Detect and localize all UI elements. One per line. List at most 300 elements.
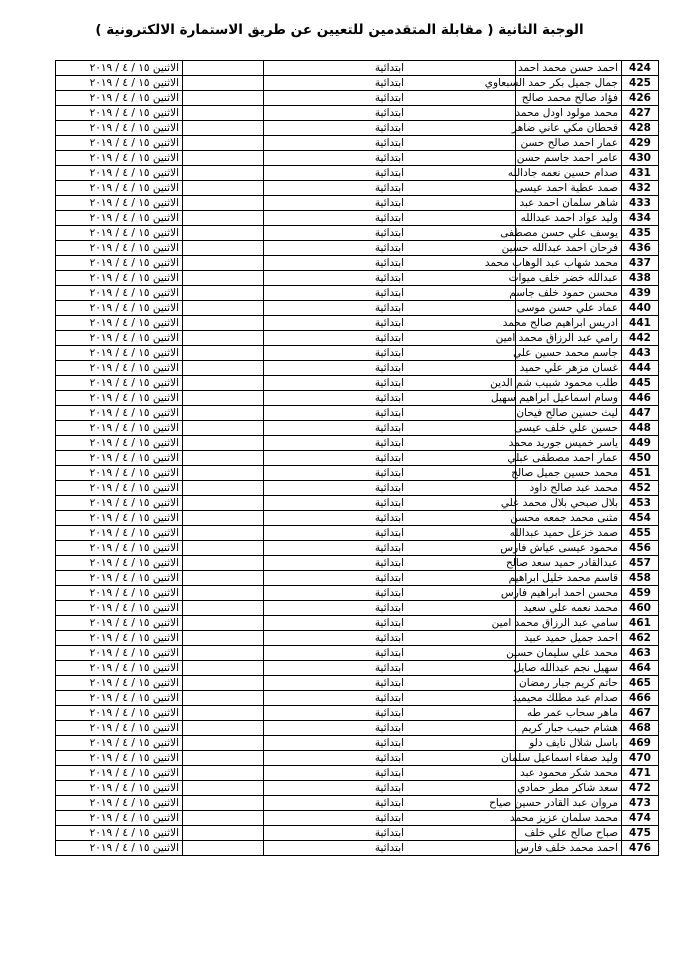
education-level-cell: ابتدائية (264, 451, 516, 466)
table-row (56, 406, 659, 421)
blank-cell (183, 241, 264, 256)
blank-cell (183, 391, 264, 406)
applicant-name-cell: عمار احمد مصطفى عبلي (516, 451, 622, 466)
education-level-cell: ابتدائية (264, 181, 516, 196)
table-row (56, 91, 659, 106)
blank-cell (183, 226, 264, 241)
interview-date-cell: الاثنين ١٥ / ٤ / ٢٠١٩ (56, 121, 183, 136)
interview-date-cell: الاثنين ١٥ / ٤ / ٢٠١٩ (56, 631, 183, 646)
table-row (56, 286, 659, 301)
education-level-cell: ابتدائية (264, 121, 516, 136)
education-level-cell: ابتدائية (264, 91, 516, 106)
applicant-name-cell: محمد شهاب عبد الوهاب محمد (516, 256, 622, 271)
blank-cell (183, 421, 264, 436)
blank-cell (183, 661, 264, 676)
serial-number-cell: 430 (622, 151, 659, 166)
serial-number-cell: 473 (622, 796, 659, 811)
table-row (56, 241, 659, 256)
interview-date-cell: الاثنين ١٥ / ٤ / ٢٠١٩ (56, 481, 183, 496)
blank-cell (183, 766, 264, 781)
applicant-name-cell: صباح صالح علي خلف (516, 826, 622, 841)
serial-number-cell: 443 (622, 346, 659, 361)
applicants-table-body (56, 61, 659, 856)
interview-date-cell: الاثنين ١٥ / ٤ / ٢٠١٩ (56, 706, 183, 721)
interview-date-cell: الاثنين ١٥ / ٤ / ٢٠١٩ (56, 436, 183, 451)
blank-cell (183, 451, 264, 466)
interview-date-cell: الاثنين ١٥ / ٤ / ٢٠١٩ (56, 541, 183, 556)
applicant-name-cell: غسان مزهر علي حميد (516, 361, 622, 376)
table-row (56, 541, 659, 556)
applicant-name-cell: عبدالقادر حميد سعد صالح (516, 556, 622, 571)
applicant-name-cell: طلب محمود شبيب شم الدين (516, 376, 622, 391)
serial-number-cell: 425 (622, 76, 659, 91)
education-level-cell: ابتدائية (264, 391, 516, 406)
blank-cell (183, 616, 264, 631)
blank-cell (183, 151, 264, 166)
table-row (56, 616, 659, 631)
education-level-cell: ابتدائية (264, 826, 516, 841)
blank-cell (183, 526, 264, 541)
blank-cell (183, 601, 264, 616)
education-level-cell: ابتدائية (264, 76, 516, 91)
education-level-cell: ابتدائية (264, 286, 516, 301)
table-row (56, 346, 659, 361)
serial-number-cell: 440 (622, 301, 659, 316)
education-level-cell: ابتدائية (264, 226, 516, 241)
serial-number-cell: 441 (622, 316, 659, 331)
education-level-cell: ابتدائية (264, 466, 516, 481)
interview-date-cell: الاثنين ١٥ / ٤ / ٢٠١٩ (56, 451, 183, 466)
interview-date-cell: الاثنين ١٥ / ٤ / ٢٠١٩ (56, 556, 183, 571)
interview-date-cell: الاثنين ١٥ / ٤ / ٢٠١٩ (56, 586, 183, 601)
education-level-cell: ابتدائية (264, 721, 516, 736)
table-row (56, 496, 659, 511)
interview-date-cell: الاثنين ١٥ / ٤ / ٢٠١٩ (56, 181, 183, 196)
blank-cell (183, 301, 264, 316)
education-level-cell: ابتدائية (264, 661, 516, 676)
blank-cell (183, 781, 264, 796)
table-row (56, 61, 659, 76)
applicant-name-cell: صدام حسين نعمه جادالله (516, 166, 622, 181)
applicant-name-cell: حاتم كريم جبار رمضان (516, 676, 622, 691)
education-level-cell: ابتدائية (264, 571, 516, 586)
applicant-name-cell: صمد عطية احمد عيسى (516, 181, 622, 196)
applicant-name-cell: ماهر سحاب عمر طه (516, 706, 622, 721)
interview-date-cell: الاثنين ١٥ / ٤ / ٢٠١٩ (56, 766, 183, 781)
serial-number-cell: 474 (622, 811, 659, 826)
blank-cell (183, 706, 264, 721)
serial-number-cell: 469 (622, 736, 659, 751)
education-level-cell: ابتدائية (264, 511, 516, 526)
table-row (56, 676, 659, 691)
education-level-cell: ابتدائية (264, 541, 516, 556)
blank-cell (183, 286, 264, 301)
table-row (56, 391, 659, 406)
blank-cell (183, 361, 264, 376)
table-row (56, 706, 659, 721)
table-row (56, 76, 659, 91)
blank-cell (183, 541, 264, 556)
interview-date-cell: الاثنين ١٥ / ٤ / ٢٠١٩ (56, 286, 183, 301)
table-row (56, 811, 659, 826)
applicant-name-cell: باسل شلال نايف دلو (516, 736, 622, 751)
education-level-cell: ابتدائية (264, 646, 516, 661)
applicant-name-cell: سعد شاكر مطر حمادي (516, 781, 622, 796)
education-level-cell: ابتدائية (264, 346, 516, 361)
blank-cell (183, 691, 264, 706)
education-level-cell: ابتدائية (264, 241, 516, 256)
table-row (56, 301, 659, 316)
blank-cell (183, 721, 264, 736)
table-row (56, 841, 659, 856)
education-level-cell: ابتدائية (264, 271, 516, 286)
blank-cell (183, 511, 264, 526)
education-level-cell: ابتدائية (264, 406, 516, 421)
serial-number-cell: 459 (622, 586, 659, 601)
serial-number-cell: 463 (622, 646, 659, 661)
serial-number-cell: 451 (622, 466, 659, 481)
table-row (56, 526, 659, 541)
applicant-name-cell: يوسف علي حسن مصطفى (516, 226, 622, 241)
interview-date-cell: الاثنين ١٥ / ٤ / ٢٠١٩ (56, 676, 183, 691)
interview-date-cell: الاثنين ١٥ / ٤ / ٢٠١٩ (56, 661, 183, 676)
applicant-name-cell: محمد حسين جميل صالح (516, 466, 622, 481)
serial-number-cell: 428 (622, 121, 659, 136)
applicant-name-cell: عامر احمد جاسم حسن (516, 151, 622, 166)
table-row (56, 451, 659, 466)
applicant-name-cell: سامي عبد الرزاق محمد امين (516, 616, 622, 631)
interview-date-cell: الاثنين ١٥ / ٤ / ٢٠١٩ (56, 841, 183, 856)
education-level-cell: ابتدائية (264, 481, 516, 496)
education-level-cell: ابتدائية (264, 631, 516, 646)
serial-number-cell: 464 (622, 661, 659, 676)
table-row (56, 106, 659, 121)
applicant-name-cell: بلال صبحي بلال محمد علي (516, 496, 622, 511)
serial-number-cell: 472 (622, 781, 659, 796)
education-level-cell: ابتدائية (264, 676, 516, 691)
serial-number-cell: 448 (622, 421, 659, 436)
blank-cell (183, 736, 264, 751)
table-row (56, 226, 659, 241)
interview-date-cell: الاثنين ١٥ / ٤ / ٢٠١٩ (56, 106, 183, 121)
serial-number-cell: 460 (622, 601, 659, 616)
interview-date-cell: الاثنين ١٥ / ٤ / ٢٠١٩ (56, 796, 183, 811)
table-row (56, 361, 659, 376)
table-row (56, 781, 659, 796)
applicant-name-cell: مثنى محمد جمعه محسن (516, 511, 622, 526)
table-row (56, 826, 659, 841)
serial-number-cell: 452 (622, 481, 659, 496)
blank-cell (183, 91, 264, 106)
blank-cell (183, 121, 264, 136)
serial-number-cell: 454 (622, 511, 659, 526)
serial-number-cell: 455 (622, 526, 659, 541)
applicant-name-cell: عبدالله خضر خلف ميوات (516, 271, 622, 286)
education-level-cell: ابتدائية (264, 256, 516, 271)
interview-date-cell: الاثنين ١٥ / ٤ / ٢٠١٩ (56, 61, 183, 76)
applicant-name-cell: فرحان احمد عبدالله حسين (516, 241, 622, 256)
applicant-name-cell: فؤاد صالح محمد صالح (516, 91, 622, 106)
blank-cell (183, 166, 264, 181)
serial-number-cell: 476 (622, 841, 659, 856)
applicant-name-cell: محسن احمد ابراهيم فارس (516, 586, 622, 601)
table-row (56, 166, 659, 181)
blank-cell (183, 181, 264, 196)
education-level-cell: ابتدائية (264, 796, 516, 811)
interview-date-cell: الاثنين ١٥ / ٤ / ٢٠١٩ (56, 331, 183, 346)
table-row (56, 331, 659, 346)
blank-cell (183, 496, 264, 511)
table-row (56, 556, 659, 571)
blank-cell (183, 556, 264, 571)
table-row (56, 316, 659, 331)
page-title: الوجبة الثانية ( مقابلة المتقدمين للتعيين عن طريق الاستمارة الالكترونية ) (95, 22, 584, 38)
applicant-name-cell: عماد علي حسن موسى (516, 301, 622, 316)
serial-number-cell: 424 (622, 61, 659, 76)
education-level-cell: ابتدائية (264, 211, 516, 226)
interview-date-cell: الاثنين ١٥ / ٤ / ٢٠١٩ (56, 496, 183, 511)
applicant-name-cell: شاهر سلمان احمد عبد (516, 196, 622, 211)
serial-number-cell: 429 (622, 136, 659, 151)
serial-number-cell: 439 (622, 286, 659, 301)
serial-number-cell: 456 (622, 541, 659, 556)
interview-date-cell: الاثنين ١٥ / ٤ / ٢٠١٩ (56, 646, 183, 661)
table-row (56, 121, 659, 136)
interview-date-cell: الاثنين ١٥ / ٤ / ٢٠١٩ (56, 391, 183, 406)
serial-number-cell: 461 (622, 616, 659, 631)
blank-cell (183, 751, 264, 766)
interview-date-cell: الاثنين ١٥ / ٤ / ٢٠١٩ (56, 421, 183, 436)
education-level-cell: ابتدائية (264, 316, 516, 331)
applicant-name-cell: وليد عواد احمد عبدالله (516, 211, 622, 226)
blank-cell (183, 826, 264, 841)
serial-number-cell: 434 (622, 211, 659, 226)
serial-number-cell: 468 (622, 721, 659, 736)
serial-number-cell: 450 (622, 451, 659, 466)
blank-cell (183, 841, 264, 856)
education-level-cell: ابتدائية (264, 556, 516, 571)
education-level-cell: ابتدائية (264, 616, 516, 631)
applicant-name-cell: محمد نعمه علي سعيد (516, 601, 622, 616)
interview-date-cell: الاثنين ١٥ / ٤ / ٢٠١٩ (56, 151, 183, 166)
table-row (56, 181, 659, 196)
blank-cell (183, 586, 264, 601)
serial-number-cell: 437 (622, 256, 659, 271)
applicant-name-cell: احمد جميل حميد عبيد (516, 631, 622, 646)
education-level-cell: ابتدائية (264, 61, 516, 76)
applicant-name-cell: قاسم محمد خليل ابراهيم (516, 571, 622, 586)
serial-number-cell: 449 (622, 436, 659, 451)
serial-number-cell: 438 (622, 271, 659, 286)
table-row (56, 196, 659, 211)
blank-cell (183, 211, 264, 226)
applicant-name-cell: ليث حسين صالح فيحان (516, 406, 622, 421)
serial-number-cell: 445 (622, 376, 659, 391)
education-level-cell: ابتدائية (264, 526, 516, 541)
applicant-name-cell: قحطان مكي عاني ضاهر (516, 121, 622, 136)
applicant-name-cell: محمد شكر محمود عبد (516, 766, 622, 781)
table-row (56, 436, 659, 451)
interview-date-cell: الاثنين ١٥ / ٤ / ٢٠١٩ (56, 271, 183, 286)
table-row (56, 661, 659, 676)
table-row (56, 571, 659, 586)
interview-date-cell: الاثنين ١٥ / ٤ / ٢٠١٩ (56, 826, 183, 841)
table-row (56, 766, 659, 781)
education-level-cell: ابتدائية (264, 376, 516, 391)
education-level-cell: ابتدائية (264, 436, 516, 451)
applicant-name-cell: ياسر خميس جوريد محمد (516, 436, 622, 451)
table-row (56, 151, 659, 166)
serial-number-cell: 466 (622, 691, 659, 706)
serial-number-cell: 475 (622, 826, 659, 841)
table-row (56, 421, 659, 436)
serial-number-cell: 447 (622, 406, 659, 421)
blank-cell (183, 376, 264, 391)
interview-date-cell: الاثنين ١٥ / ٤ / ٢٠١٩ (56, 316, 183, 331)
table-row (56, 271, 659, 286)
applicant-name-cell: رامي عبد الرزاق محمد امين (516, 331, 622, 346)
education-level-cell: ابتدائية (264, 151, 516, 166)
blank-cell (183, 646, 264, 661)
blank-cell (183, 796, 264, 811)
applicant-name-cell: صمد خزعل حميد عبدالله (516, 526, 622, 541)
applicant-name-cell: محمد علي سليمان حسين (516, 646, 622, 661)
applicant-name-cell: محمد عبد صالح داود (516, 481, 622, 496)
interview-date-cell: الاثنين ١٥ / ٤ / ٢٠١٩ (56, 721, 183, 736)
education-level-cell: ابتدائية (264, 196, 516, 211)
interview-date-cell: الاثنين ١٥ / ٤ / ٢٠١٩ (56, 736, 183, 751)
education-level-cell: ابتدائية (264, 301, 516, 316)
table-row (56, 511, 659, 526)
serial-number-cell: 436 (622, 241, 659, 256)
applicant-name-cell: وسام اسماعيل ابراهيم سهيل (516, 391, 622, 406)
education-level-cell: ابتدائية (264, 586, 516, 601)
table-row (56, 721, 659, 736)
education-level-cell: ابتدائية (264, 136, 516, 151)
serial-number-cell: 471 (622, 766, 659, 781)
applicant-name-cell: مروان عبد القادر حسين صياح (516, 796, 622, 811)
blank-cell (183, 436, 264, 451)
education-level-cell: ابتدائية (264, 106, 516, 121)
table-row (56, 646, 659, 661)
serial-number-cell: 431 (622, 166, 659, 181)
blank-cell (183, 571, 264, 586)
blank-cell (183, 76, 264, 91)
serial-number-cell: 433 (622, 196, 659, 211)
applicant-name-cell: محمد مولود اودل محمد (516, 106, 622, 121)
serial-number-cell: 470 (622, 751, 659, 766)
interview-date-cell: الاثنين ١٥ / ٤ / ٢٠١٩ (56, 256, 183, 271)
interview-date-cell: الاثنين ١٥ / ٤ / ٢٠١٩ (56, 226, 183, 241)
table-row (56, 376, 659, 391)
interview-date-cell: الاثنين ١٥ / ٤ / ٢٠١٩ (56, 241, 183, 256)
blank-cell (183, 406, 264, 421)
applicant-name-cell: جاسم محمد حسين علي (516, 346, 622, 361)
table-row (56, 796, 659, 811)
education-level-cell: ابتدائية (264, 496, 516, 511)
blank-cell (183, 331, 264, 346)
interview-date-cell: الاثنين ١٥ / ٤ / ٢٠١٩ (56, 361, 183, 376)
interview-date-cell: الاثنين ١٥ / ٤ / ٢٠١٩ (56, 526, 183, 541)
interview-date-cell: الاثنين ١٥ / ٤ / ٢٠١٩ (56, 751, 183, 766)
education-level-cell: ابتدائية (264, 751, 516, 766)
interview-date-cell: الاثنين ١٥ / ٤ / ٢٠١٩ (56, 301, 183, 316)
serial-number-cell: 453 (622, 496, 659, 511)
table-row (56, 601, 659, 616)
serial-number-cell: 467 (622, 706, 659, 721)
interview-date-cell: الاثنين ١٥ / ٤ / ٢٠١٩ (56, 406, 183, 421)
education-level-cell: ابتدائية (264, 166, 516, 181)
applicant-name-cell: وليد صفاء اسماعيل سلمان (516, 751, 622, 766)
education-level-cell: ابتدائية (264, 841, 516, 856)
blank-cell (183, 136, 264, 151)
education-level-cell: ابتدائية (264, 421, 516, 436)
education-level-cell: ابتدائية (264, 601, 516, 616)
applicant-name-cell: محسن حمود خلف جاسم (516, 286, 622, 301)
table-row (56, 736, 659, 751)
applicants-table (55, 60, 659, 856)
education-level-cell: ابتدائية (264, 766, 516, 781)
table-row (56, 691, 659, 706)
education-level-cell: ابتدائية (264, 361, 516, 376)
blank-cell (183, 61, 264, 76)
serial-number-cell: 458 (622, 571, 659, 586)
serial-number-cell: 442 (622, 331, 659, 346)
education-level-cell: ابتدائية (264, 706, 516, 721)
interview-date-cell: الاثنين ١٥ / ٤ / ٢٠١٩ (56, 136, 183, 151)
interview-date-cell: الاثنين ١٥ / ٤ / ٢٠١٩ (56, 511, 183, 526)
applicant-name-cell: جمال جميل بكر حمد السبعاوي (516, 76, 622, 91)
blank-cell (183, 196, 264, 211)
applicant-name-cell: حسين علي خلف عيسى (516, 421, 622, 436)
table-row (56, 256, 659, 271)
table-row (56, 751, 659, 766)
interview-date-cell: الاثنين ١٥ / ٤ / ٢٠١٩ (56, 76, 183, 91)
education-level-cell: ابتدائية (264, 331, 516, 346)
blank-cell (183, 256, 264, 271)
applicant-name-cell: محمد سلمان عزيز محمد (516, 811, 622, 826)
interview-date-cell: الاثنين ١٥ / ٤ / ٢٠١٩ (56, 691, 183, 706)
blank-cell (183, 811, 264, 826)
blank-cell (183, 271, 264, 286)
blank-cell (183, 106, 264, 121)
applicant-name-cell: احمد حسن محمد احمد (516, 61, 622, 76)
applicant-name-cell: هشام حبيب جبار كريم (516, 721, 622, 736)
interview-date-cell: الاثنين ١٥ / ٤ / ٢٠١٩ (56, 601, 183, 616)
interview-date-cell: الاثنين ١٥ / ٤ / ٢٠١٩ (56, 781, 183, 796)
interview-date-cell: الاثنين ١٥ / ٤ / ٢٠١٩ (56, 346, 183, 361)
blank-cell (183, 631, 264, 646)
interview-date-cell: الاثنين ١٥ / ٤ / ٢٠١٩ (56, 211, 183, 226)
serial-number-cell: 462 (622, 631, 659, 646)
interview-date-cell: الاثنين ١٥ / ٤ / ٢٠١٩ (56, 616, 183, 631)
applicant-name-cell: عمار احمد صالح حسن (516, 136, 622, 151)
applicant-name-cell: سهيل نجم عبدالله صايل (516, 661, 622, 676)
interview-date-cell: الاثنين ١٥ / ٤ / ٢٠١٩ (56, 166, 183, 181)
interview-date-cell: الاثنين ١٥ / ٤ / ٢٠١٩ (56, 466, 183, 481)
serial-number-cell: 426 (622, 91, 659, 106)
table-row (56, 586, 659, 601)
applicant-name-cell: محمود عيسى عياش فارس (516, 541, 622, 556)
blank-cell (183, 316, 264, 331)
blank-cell (183, 676, 264, 691)
table-row (56, 136, 659, 151)
serial-number-cell: 465 (622, 676, 659, 691)
applicant-name-cell: احمد محمد خلف فارس (516, 841, 622, 856)
applicant-name-cell: صدام عبد مطلك محيميد (516, 691, 622, 706)
applicant-name-cell: ادريس ابراهيم صالح محمد (516, 316, 622, 331)
blank-cell (183, 481, 264, 496)
